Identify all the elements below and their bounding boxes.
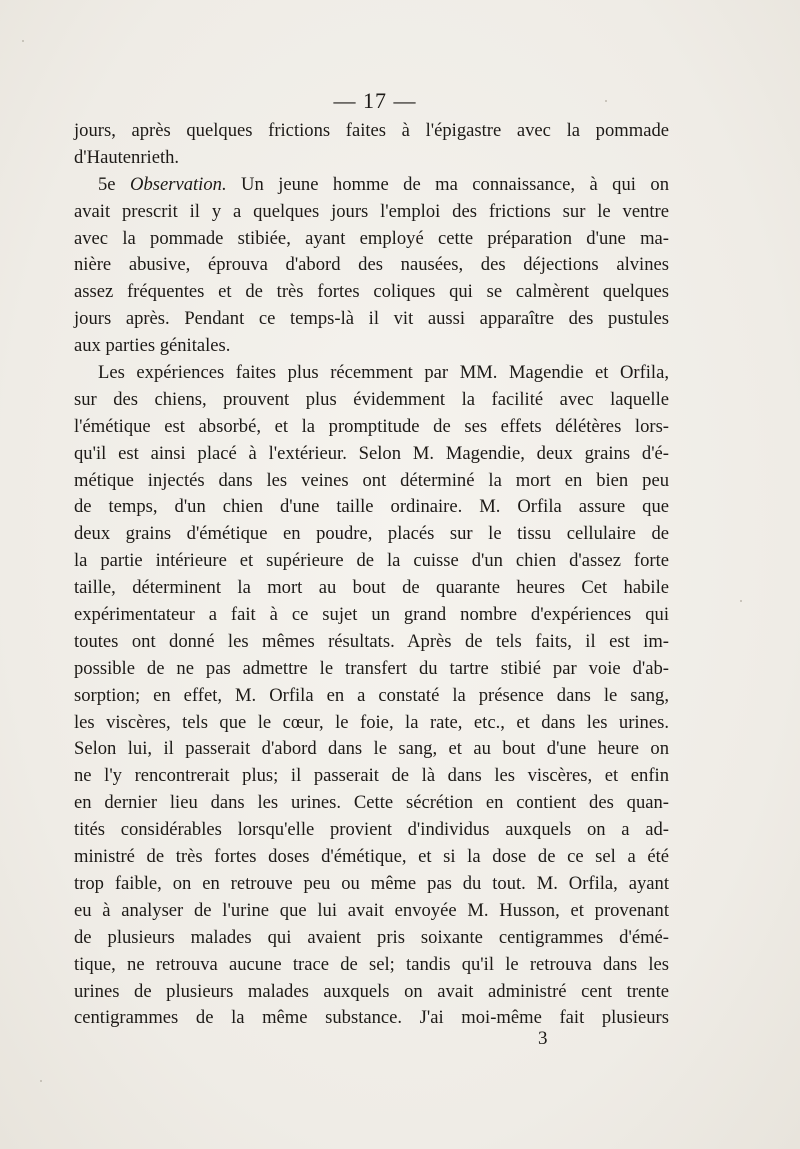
- text-line: tités considérables lorsqu'elle provient d'individus auxquels on a ad-: [74, 819, 669, 841]
- observation-text: Un jeune homme de ma connaissance, à qui on: [226, 173, 669, 195]
- observation-label: Observation.: [130, 173, 227, 195]
- text-line: Selon lui, il passerait d'abord dans le sang, et au bout d'une heure on: [74, 738, 669, 760]
- text-line: ne l'y rencontrerait plus; il passerait de là dans les viscères, et enfin: [74, 765, 669, 787]
- text-line: jours après. Pendant ce temps-là il vit aussi apparaître des pustules: [74, 308, 669, 330]
- text-line: la partie intérieure et supérieure de la cuisse d'un chien d'assez forte: [74, 550, 669, 572]
- paper-speck: [22, 40, 24, 42]
- text-line: possible de ne pas admettre le transfert du tartre stibié par voie d'ab-: [74, 657, 669, 679]
- paper-speck: [40, 1080, 42, 1082]
- text-line: centigrammes de la même substance. J'ai moi-même fait plusieurs: [74, 1007, 669, 1029]
- paper-speck: [740, 600, 742, 602]
- text-line: de temps, d'un chien d'une taille ordinaire. M. Orfila assure que: [74, 496, 669, 518]
- text-line: de plusieurs malades qui avaient pris soixante centigrammes d'émé-: [74, 926, 669, 948]
- text-line: sur des chiens, prouvent plus évidemment la facilité avec laquelle: [74, 388, 669, 410]
- text-line: d'Hautenrieth.: [74, 146, 180, 168]
- text-line: assez fréquentes et de très fortes coliques qui se calmèrent quelques: [74, 281, 669, 303]
- text-line: métique injectés dans les veines ont déterminé la mort en bien peu: [74, 469, 669, 491]
- body-text: [74, 118, 669, 1032]
- text-line: qu'il est ainsi placé à l'extérieur. Selon M. Magendie, deux grains d'é-: [74, 442, 669, 464]
- page-number: — 17 —: [333, 88, 417, 113]
- text-line: sorption; en effet, M. Orfila en a constaté la présence dans le sang,: [74, 684, 669, 706]
- text-line: ministré de très fortes doses d'émétique, et si la dose de ce sel a été: [74, 846, 669, 868]
- text-line: les viscères, tels que le cœur, le foie, la rate, etc., et dans les urines.: [74, 711, 669, 733]
- text-line: avec la pommade stibiée, ayant employé cette préparation d'une ma-: [74, 227, 669, 249]
- text-line: expérimentateur a fait à ce sujet un grand nombre d'expériences qui: [74, 604, 669, 626]
- text-line: nière abusive, éprouva d'abord des nausées, des déjections alvines: [74, 254, 669, 276]
- text-line: avait prescrit il y a quelques jours l'emploi des frictions sur le ventre: [74, 200, 669, 222]
- text-line: jours, après quelques frictions faites à l'épigastre avec la pommade: [74, 120, 669, 141]
- text-line: toutes ont donné les mêmes résultats. Après de tels faits, il est im-: [74, 630, 669, 652]
- text-line: l'émétique est absorbé, et la promptitude de ses effets délétères lors-: [74, 415, 669, 437]
- observation-number: 5e: [98, 173, 116, 195]
- text-line: trop faible, on en retrouve peu ou même pas du tout. M. Orfila, ayant: [74, 872, 669, 894]
- paragraph-start: Les expériences faites plus récemment par MM. Magendie et Orfila,: [98, 362, 669, 384]
- observation-line: [74, 172, 669, 199]
- paper-speck: [605, 100, 607, 102]
- text-line: en dernier lieu dans les urines. Cette sécrétion en contient des quan-: [74, 792, 669, 814]
- text-line: taille, déterminent la mort au bout de quarante heures Cet habile: [74, 577, 669, 599]
- text-line: tique, ne retrouva aucune trace de sel; tandis qu'il le retrouva dans les: [74, 953, 669, 975]
- signature-mark: 3: [538, 1028, 548, 1049]
- text-line: urines de plusieurs malades auxquels on avait administré cent trente: [74, 980, 669, 1002]
- text-line: eu à analyser de l'urine que lui avait envoyée M. Husson, et provenant: [74, 899, 669, 921]
- text-line: deux grains d'émétique en poudre, placés sur le tissu cellulaire de: [74, 523, 669, 545]
- text-line: aux parties génitales.: [74, 335, 231, 357]
